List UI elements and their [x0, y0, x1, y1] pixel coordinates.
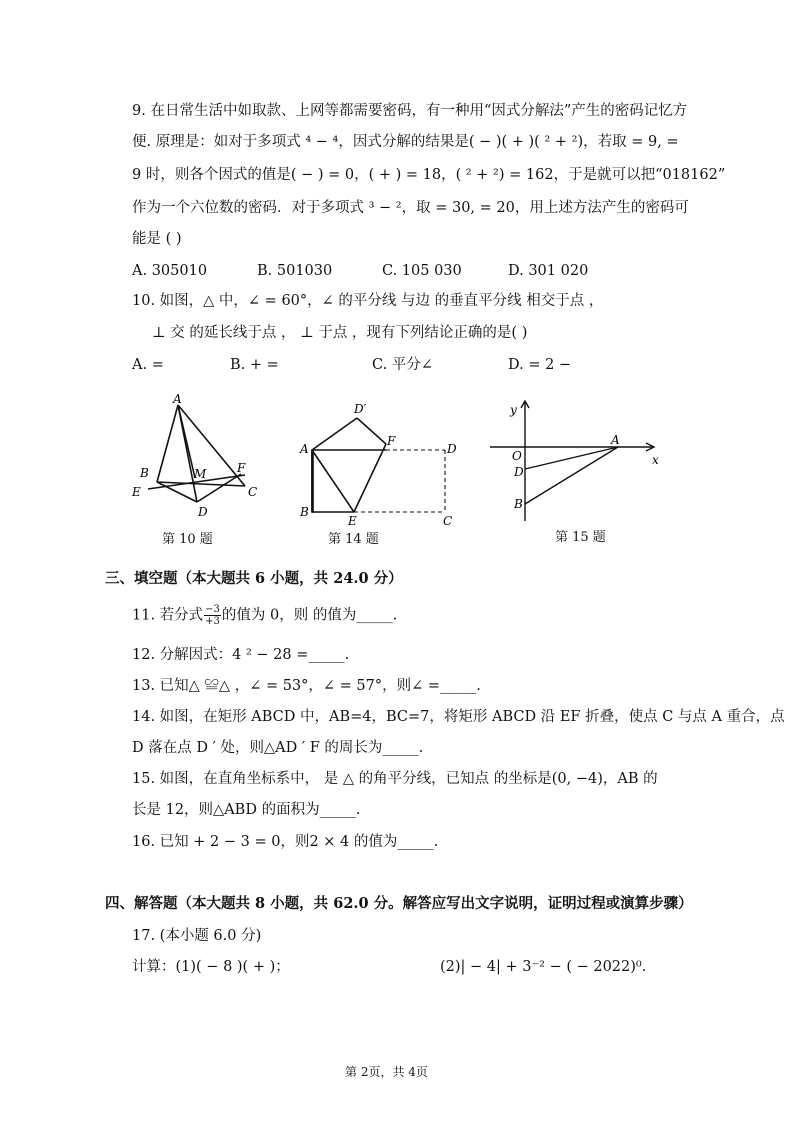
- figure-15-caption: 第 15 题: [555, 530, 606, 545]
- figure-10-caption: 第 10 题: [162, 532, 213, 547]
- q9-line4: 作为一个六位数的密码．对于多项式 ³ − ²，取 = 30, = 20，用上述方法产生的密码可: [132, 200, 689, 216]
- q9-line5: 能是 ( ): [132, 231, 182, 247]
- fig14-label-d: D: [447, 442, 457, 456]
- q9-option-c: C. 105 030: [382, 263, 462, 279]
- section-3-title: 三、填空题（本大题共 6 小题，共 24.0 分）: [105, 570, 403, 587]
- q9-option-b: B. 501030: [257, 263, 333, 279]
- figure-10-diagram: [125, 390, 275, 520]
- q11-fraction: [204, 604, 221, 627]
- q10-option-a: A. =: [132, 357, 164, 373]
- fig15-label-y: y: [510, 403, 517, 417]
- q17-part1: 计算：(1)( − 8 )( + )；: [132, 959, 290, 975]
- q13: 13. 已知△ ≌△ ，∠ = 53°，∠ = 57°，则∠ =_____.: [132, 678, 481, 694]
- q11-fraction-denominator: +3: [205, 616, 220, 627]
- fig10-label-a: A: [173, 392, 182, 406]
- q11-pre: 11. 若分式: [132, 607, 204, 624]
- q14-line2: D 落在点 D ′ 处，则△AD ′ F 的周长为_____.: [132, 740, 424, 756]
- q17-part2: (2)| − 4| + 3⁻² − ( − 2022)⁰.: [440, 959, 647, 975]
- fig15-label-x: x: [652, 453, 659, 467]
- q9-option-a: A. 305010: [132, 263, 208, 279]
- q11-post: 的值为 0，则 的值为_____.: [221, 607, 398, 624]
- fig10-label-f: F: [237, 461, 246, 475]
- q9-line1: 9. 在日常生活中如取款、上网等都需要密码，有一种用“因式分解法”产生的密码记忆方: [132, 103, 688, 119]
- fig15-label-a: A: [611, 433, 620, 447]
- q12: 12. 分解因式：4 ² − 28 =_____.: [132, 647, 350, 663]
- fig14-label-f: F: [387, 434, 396, 448]
- q9-line2: 便. 原理是：如对于多项式 ⁴ − ⁴，因式分解的结果是( − )( + )( ² + ²)，若取 = 9, =: [132, 134, 679, 150]
- q15-line2: 长是 12，则△ABD 的面积为_____.: [132, 802, 361, 818]
- fig15-label-b: B: [514, 497, 523, 511]
- figure-15-diagram: [490, 396, 670, 521]
- q10-line2: ⊥ 交 的延长线于点 ， ⊥ 于点 ，现有下列结论正确的是( ): [152, 325, 528, 341]
- fig10-label-d: D: [198, 505, 208, 519]
- fig14-label-c: C: [443, 514, 453, 526]
- page-footer: 第 2页，共 4页: [345, 1065, 428, 1079]
- q10-option-c: C. 平分∠: [372, 357, 433, 373]
- q11-fraction-numerator: −3: [205, 604, 220, 615]
- fig15-label-o: O: [512, 449, 522, 463]
- q9-option-d: D. 301 020: [508, 263, 589, 279]
- q10-option-d: D. = 2 −: [508, 357, 572, 373]
- fig14-label-a: A: [300, 442, 309, 456]
- fig14-label-b: B: [300, 505, 309, 519]
- q9-line3: 9 时，则各个因式的值是( − ) = 0，( + ) = 18，( ² + ²) = 162，于是就可以把“018162”: [132, 167, 726, 183]
- fig10-label-m: M: [194, 467, 207, 481]
- q14-line1: 14. 如图，在矩形 ABCD 中，AB=4，BC=7，将矩形 ABCD 沿 EF 折叠，使点 C 与点 A 重合，点: [132, 709, 785, 725]
- q16: 16. 已知 + 2 − 3 = 0，则2 × 4 的值为_____.: [132, 834, 439, 850]
- q10-option-b: B. + =: [230, 357, 279, 373]
- q17-header: 17. (本小题 6.0 分): [132, 928, 262, 944]
- section-4-title: 四、解答题（本大题共 8 小题，共 62.0 分。解答应写出文字说明，证明过程或演算步骤）: [105, 895, 693, 912]
- fig14-label-e: E: [348, 514, 357, 526]
- figure-14-diagram: [290, 398, 465, 526]
- fig15-label-d: D: [514, 465, 524, 479]
- q15-line1: 15. 如图，在直角坐标系中， 是 △ 的角平分线，已知点 的坐标是(0, −4)，AB 的: [132, 771, 658, 787]
- fig14-label-dprime: D′: [354, 402, 367, 416]
- fig10-label-e: E: [132, 485, 141, 499]
- figure-14-caption: 第 14 题: [328, 532, 379, 547]
- fig10-label-b: B: [140, 466, 149, 480]
- fig10-label-c: C: [248, 485, 258, 499]
- q10-line1: 10. 如图，△ 中，∠ = 60°，∠ 的平分线 与边 的垂直平分线 相交于点 ，: [132, 293, 604, 309]
- q11: [132, 604, 397, 627]
